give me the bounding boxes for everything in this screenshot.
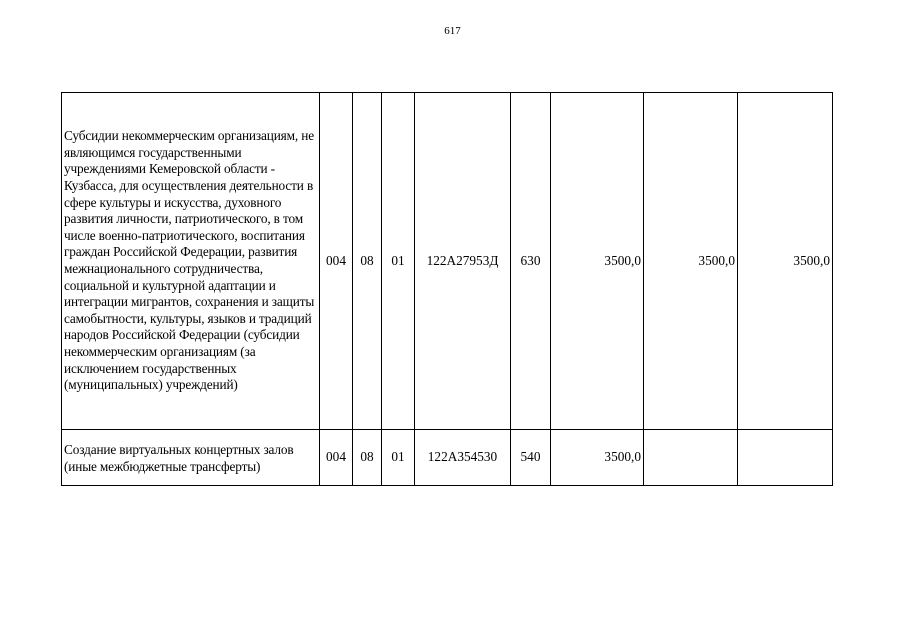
row-description: Субсидии некоммерческим организациям, не являющимся государственными учреждениями Кемеровской области - Кузбасса, для осуществления деятельности в сфере культуры и искусства, духовного развития личности, патриотического, в том числе военно-патриотического, воспитания граждан Российской Федерации, развития межнационального сотрудничества, социальной и культурной адаптации и интеграции мигрантов, сохранения и защиты самобытности, культуры, языков и традиций народов Российской Федерации (субсидии некоммерческим организациям (за исключением государственных (муниципальных) учреждений) [62,93,320,430]
subsection-code: 01 [382,93,415,430]
section-code: 08 [353,430,382,486]
amount-year-1: 3500,0 [551,430,644,486]
amount-year-2 [644,430,738,486]
amount-year-3: 3500,0 [738,93,833,430]
section-code: 08 [353,93,382,430]
amount-year-3 [738,430,833,486]
budget-table [61,92,833,486]
target-article-code: 122А354530 [415,430,511,486]
expense-type-code: 540 [511,430,551,486]
page-number: 617 [444,25,461,37]
target-article-code: 122А27953Д [415,93,511,430]
row-description: Создание виртуальных концертных залов (иные межбюджетные трансферты) [62,430,320,486]
amount-year-2: 3500,0 [644,93,738,430]
ministry-code: 004 [320,93,353,430]
table-row [62,430,833,486]
ministry-code: 004 [320,430,353,486]
table-row [62,93,833,430]
amount-year-1: 3500,0 [551,93,644,430]
expense-type-code: 630 [511,93,551,430]
subsection-code: 01 [382,430,415,486]
